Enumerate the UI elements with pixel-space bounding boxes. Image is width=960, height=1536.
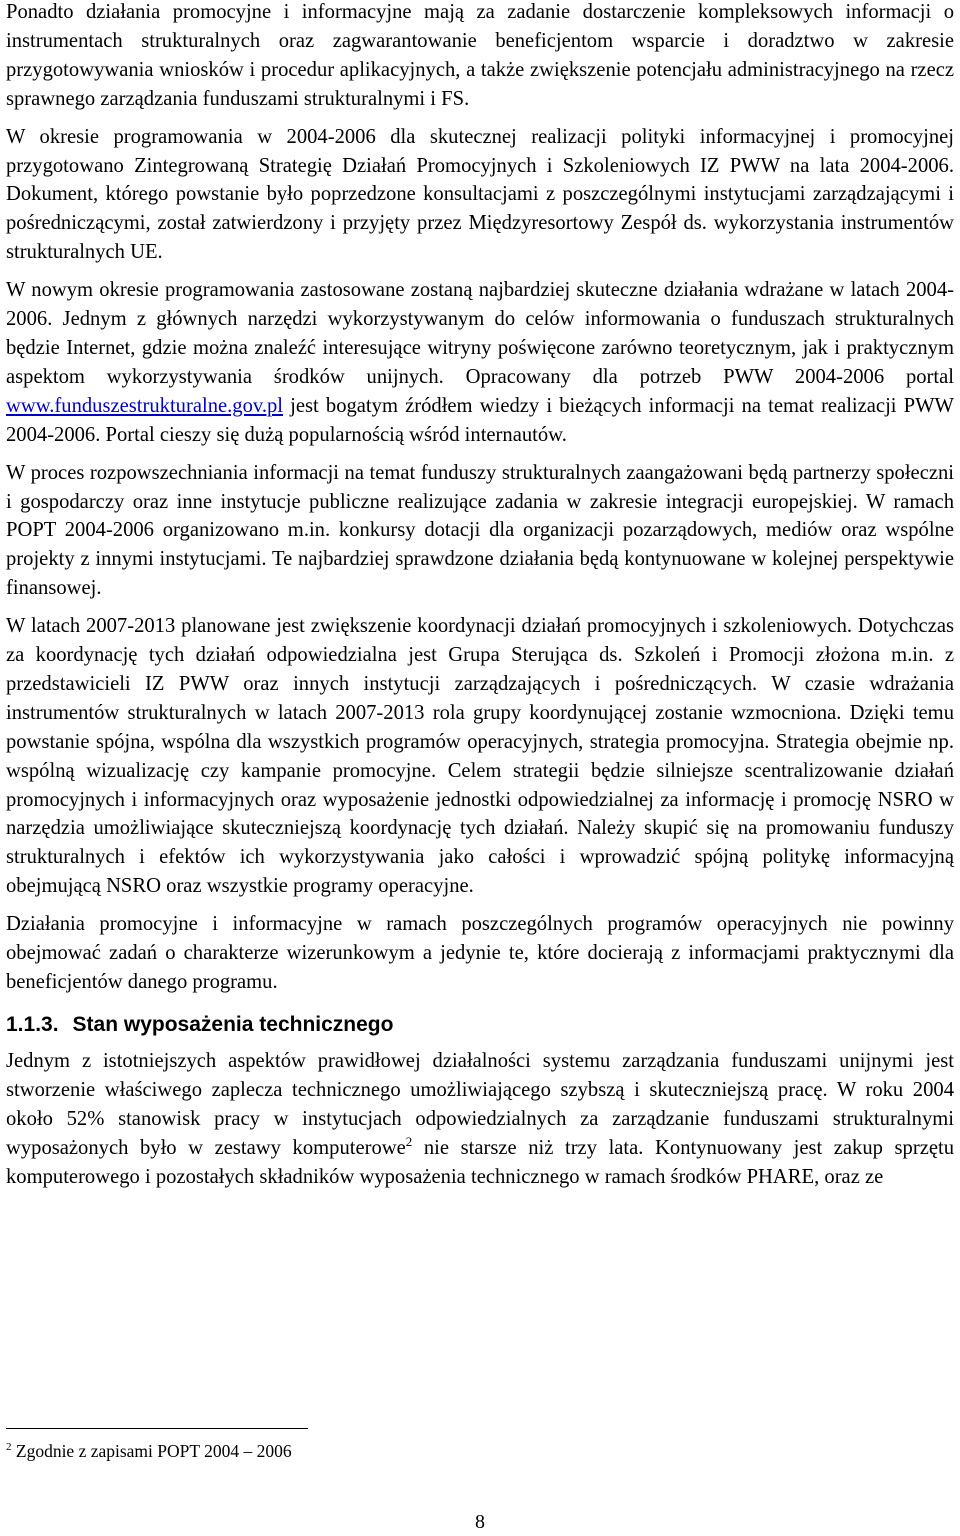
section-title: Stan wyposażenia technicznego [72,1012,394,1036]
document-page [6,0,954,1200]
footnote-separator [6,1428,308,1429]
portal-text-before: W nowym okresie programowania zastosowane zostaną najbardziej skuteczne działania wdrażane w latach 2004-2006. Jednym z głównych narzędzi wykorzystywanym do celów informowania o funduszach strukturalnych będzie Internet, gdzie można znaleźć interesujące witryny poświęcone zarówno teoretycznym, jak i praktycznym aspektom wykorzystywania środków unijnych. Opracowany dla potrzeb PWW 2004-2006 portal [6,279,954,388]
section-heading [6,1011,954,1039]
equipment-text-after: nie starsze niż trzy lata. Kontynuowany jest zakup sprzętu komputerowego i pozostałych składników wyposażenia technicznego w ramach środków PHARE, oraz ze [6,1136,955,1188]
portal-link[interactable]: www.funduszestrukturalne.gov.pl [6,394,283,417]
footnote-text: Zgodnie z zapisami POPT 2004 – 2006 [11,1441,292,1461]
equipment-text-before: Jednym z istotniejszych aspektów prawidłowej działalności systemu zarządzania funduszami unijnymi jest stworzenie właściwego zaplecza technicznego umożliwiającego szybszą i skuteczniejszą pracę. W roku 2004 około 52% stanowisk pracy w instytucjach odpowiedzialnych za zarządzanie funduszami strukturalnymi wyposażonych było w zestawy komputerowe [6,1049,954,1159]
footnote-reference[interactable]: 2 [405,1133,413,1149]
paragraph-promotion-goals: Ponadto działania promocyjne i informacyjne mają za zadanie dostarczenie kompleksowych informacji o instrumentach strukturalnych oraz zagwarantowanie beneficjentom wsparcie i doradztwo w zakresie przygotowywania wniosków i procedur aplikacyjnych, a także zwiększenie potencjału administracyjnego na rzecz sprawnego zarządzania funduszami strukturalnymi i FS. [6,1,954,110]
paragraph-operational-programmes: Działania promocyjne i informacyjne w ramach poszczególnych programów operacyjnych nie powinny obejmować zadań o charakterze wizerunkowym a jedynie te, które docierają z informacjami praktycznymi dla beneficjentów danego programu. [6,913,954,993]
paragraph-internet-portal [6,276,954,449]
paragraph-coordination-2007-2013: W latach 2007-2013 planowane jest zwiększenie koordynacji działań promocyjnych i szkoleniowych. Dotychczas za koordynację tych działań odpowiedzialna jest Grupa Sterująca ds. Szkoleń i Promocji złożona m.in. z przedstawicieli IZ PWW oraz innych instytucji zarządzających i pośredniczących. W czasie wdrażania instrumentów strukturalnych w latach 2007-2013 rola grupy koordynującej zostanie wzmocniona. Dzięki temu powstanie spójna, wspólna dla wszystkich programów operacyjnych, strategia promocyjna. Strategia obejmie np. wspólną wizualizację czy kampanie promocyjne. Celem strategii będzie silniejsze scentralizowanie działań promocyjnych i informacyjnych oraz wyposażenie jednostki odpowiedzialnej za informację i promocję NSRO w narzędzia umożliwiające skuteczniejszą koordynację tych działań. Należy skupić się na promowaniu funduszy strukturalnych i efektów ich wykorzystywania jako całości i wprowadzić spójną politykę informacyjną obejmującą NSRO oraz wszystkie programy operacyjne. [6,615,954,898]
paragraph-strategy-2004-2006: W okresie programowania w 2004-2006 dla skutecznej realizacji polityki informacyjnej i promocyjnej przygotowano Zintegrowaną Strategię Działań Promocyjnych i Szkoleniowych IZ PWW na lata 2004-2006. Dokument, którego powstanie było poprzedzone konsultacjami z poszczególnymi instytucjami zarządzającymi i pośredniczącymi, został zatwierdzony i przyjęty przez Międzyresortowy Zespół ds. wykorzystania instrumentów strukturalnych UE. [6,125,954,264]
paragraph-partners: W proces rozpowszechniania informacji na temat funduszy strukturalnych zaangażowani będą partnerzy społeczni i gospodarczy oraz inne instytucje publiczne realizujące zadania w zakresie integracji europejskiej. W ramach POPT 2004-2006 organizowano m.in. konkursy dotacji dla organizacji pozarządowych, mediów oraz wspólne projekty z innymi instytucjami. Te najbardziej sprawdzone działania będą kontynuowane w kolejnej perspektywie finansowej. [6,461,954,600]
section-number: 1.1.3. [6,1012,59,1036]
portal-text-after: jest bogatym źródłem wiedzy i bieżących informacji na temat realizacji PWW 2004-2006. Portal cieszy się dużą popularnością wśród internautów. [6,394,954,446]
footnote-mark: 2 [6,1441,12,1453]
page-number: 8 [475,1511,485,1533]
footnote [6,1440,292,1462]
paragraph-technical-equipment [6,1047,954,1192]
